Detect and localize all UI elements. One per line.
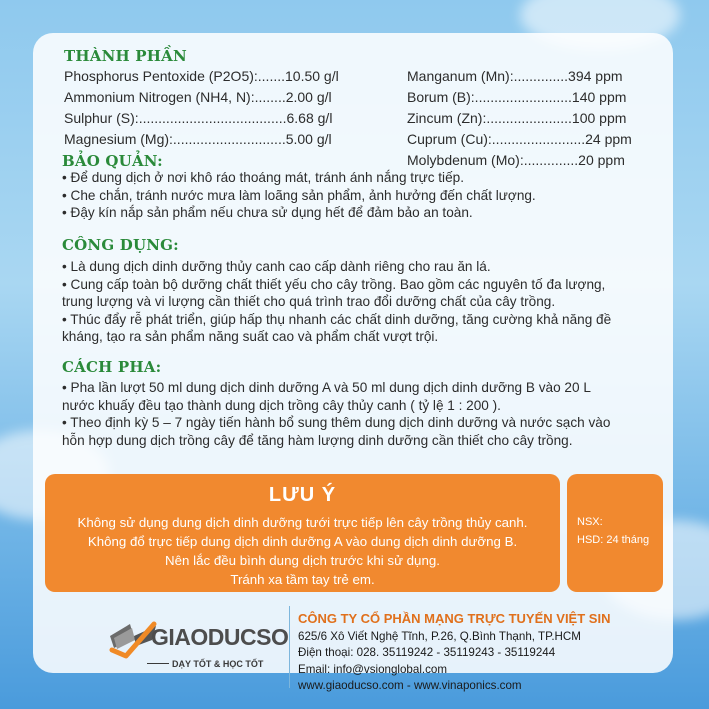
storage-line: • Để dung dịch ở nơi khô ráo thoáng mát, tránh ánh nắng trực tiếp.	[62, 170, 464, 185]
manufacture-date: NSX:	[577, 516, 603, 528]
storage-line: • Đậy kín nắp sản phẩm nếu chưa sử dụng hết để đảm bảo an toàn.	[62, 205, 473, 221]
dates-box	[567, 474, 663, 592]
usage-line: • Thúc đẩy rễ phát triển, giúp hấp thụ nhanh các chất dinh dưỡng, tăng cường khả năng đề	[62, 311, 612, 327]
usage-line: trung lượng và vi lượng cần thiết cho quá trình trao đổi dưỡng chất của cây trồng.	[62, 294, 556, 310]
warning-line: Không sử dụng dung dịch dinh dưỡng tưới trực tiếp lên cây trồng thủy canh.	[77, 515, 528, 530]
expiry-date: HSD: 24 tháng	[577, 534, 650, 546]
warning-box	[45, 474, 560, 592]
mixing-line: • Pha lần lượt 50 ml dung dịch dinh dưỡng A và 50 ml dung dịch dinh dưỡng B vào 20 L	[62, 380, 591, 395]
mixing-title: CÁCH PHA:	[62, 358, 162, 376]
company-website: www.giaoducso.com - www.vinaponics.com	[298, 679, 522, 692]
warning-line: Không đổ trực tiếp dung dịch dinh dưỡng A vào dung dịch dinh dưỡng B.	[87, 534, 518, 549]
ingredient-row: Phosphorus Pentoxide (P2O5):.......10.50 g/l	[64, 68, 339, 84]
usage-title: CÔNG DỤNG:	[62, 236, 179, 254]
storage-title: BẢO QUẢN:	[62, 152, 163, 170]
usage-line: • Cung cấp toàn bộ dưỡng chất thiết yếu cho cây trồng. Bao gồm các nguyên tố đa lượng,	[62, 276, 606, 292]
company-address: 625/6 Xô Viết Nghệ Tĩnh, P.26, Q.Bình Thạnh, TP.HCM	[298, 630, 581, 643]
ingredients-title: THÀNH PHẦN	[64, 47, 187, 65]
usage-line: • Là dung dịch dinh dưỡng thủy canh cao cấp dành riêng cho rau ăn lá.	[62, 259, 491, 274]
ingredient-row: Cuprum (Cu):........................24 ppm	[407, 131, 632, 147]
storage-line: • Che chắn, tránh nước mưa làm loãng sản phẩm, ảnh hưởng đến chất lượng.	[62, 187, 536, 203]
mixing-text	[62, 379, 610, 449]
ingredient-row: Zincum (Zn):......................100 ppm	[407, 110, 627, 126]
mixing-line: • Theo định kỳ 5 – 7 ngày tiến hành bổ sung thêm dung dịch dinh dưỡng và nước sạch vào	[62, 415, 611, 431]
ingredient-row: Molybdenum (Mo):..............20 ppm	[407, 152, 625, 168]
logo-name: GIAODUCSO	[151, 624, 289, 650]
usage-line: kháng, tạo ra sản phẩm năng suất cao và phẩm chất vượt trội.	[62, 329, 439, 345]
company-email: Email: info@vsionglobal.com	[298, 663, 448, 676]
company-name: CÔNG TY CỔ PHẦN MẠNG TRỰC TUYẾN VIỆT SIN	[298, 611, 611, 626]
usage-text	[62, 258, 611, 346]
ingredient-row: Magnesium (Mg):.............................5.00 g/l	[64, 131, 332, 147]
company-phone: Điện thoại: 028. 35119242 - 35119243 - 35119244	[298, 646, 556, 659]
warning-line: Tránh xa tầm tay trẻ em.	[230, 572, 375, 587]
ingredient-row: Sulphur (S):......................................6.68 g/l	[64, 110, 333, 126]
ingredient-row: Borum (B):.........................140 ppm	[407, 89, 627, 105]
ingredient-row: Manganum (Mn):..............394 ppm	[407, 68, 623, 84]
mixing-line: nước khuấy đều tạo thành dung dịch trồng cây thủy canh ( tỷ lệ 1 : 200 ).	[62, 397, 501, 413]
warning-line: Nên lắc đều bình dung dịch trước khi sử dụng.	[165, 553, 440, 568]
logo-tagline: DẠY TỐT & HỌC TỐT	[172, 659, 264, 669]
warning-title: LƯU Ý	[268, 484, 337, 506]
mixing-line: hỗn hợp dung dịch trồng cây để tăng hàm lượng dinh dưỡng cần thiết cho cây trồng.	[62, 432, 573, 448]
ingredient-row: Ammonium Nitrogen (NH4, N):........2.00 g/l	[64, 89, 332, 105]
storage-text	[62, 169, 536, 222]
logo-underline	[147, 663, 169, 664]
footer-divider	[289, 606, 290, 688]
